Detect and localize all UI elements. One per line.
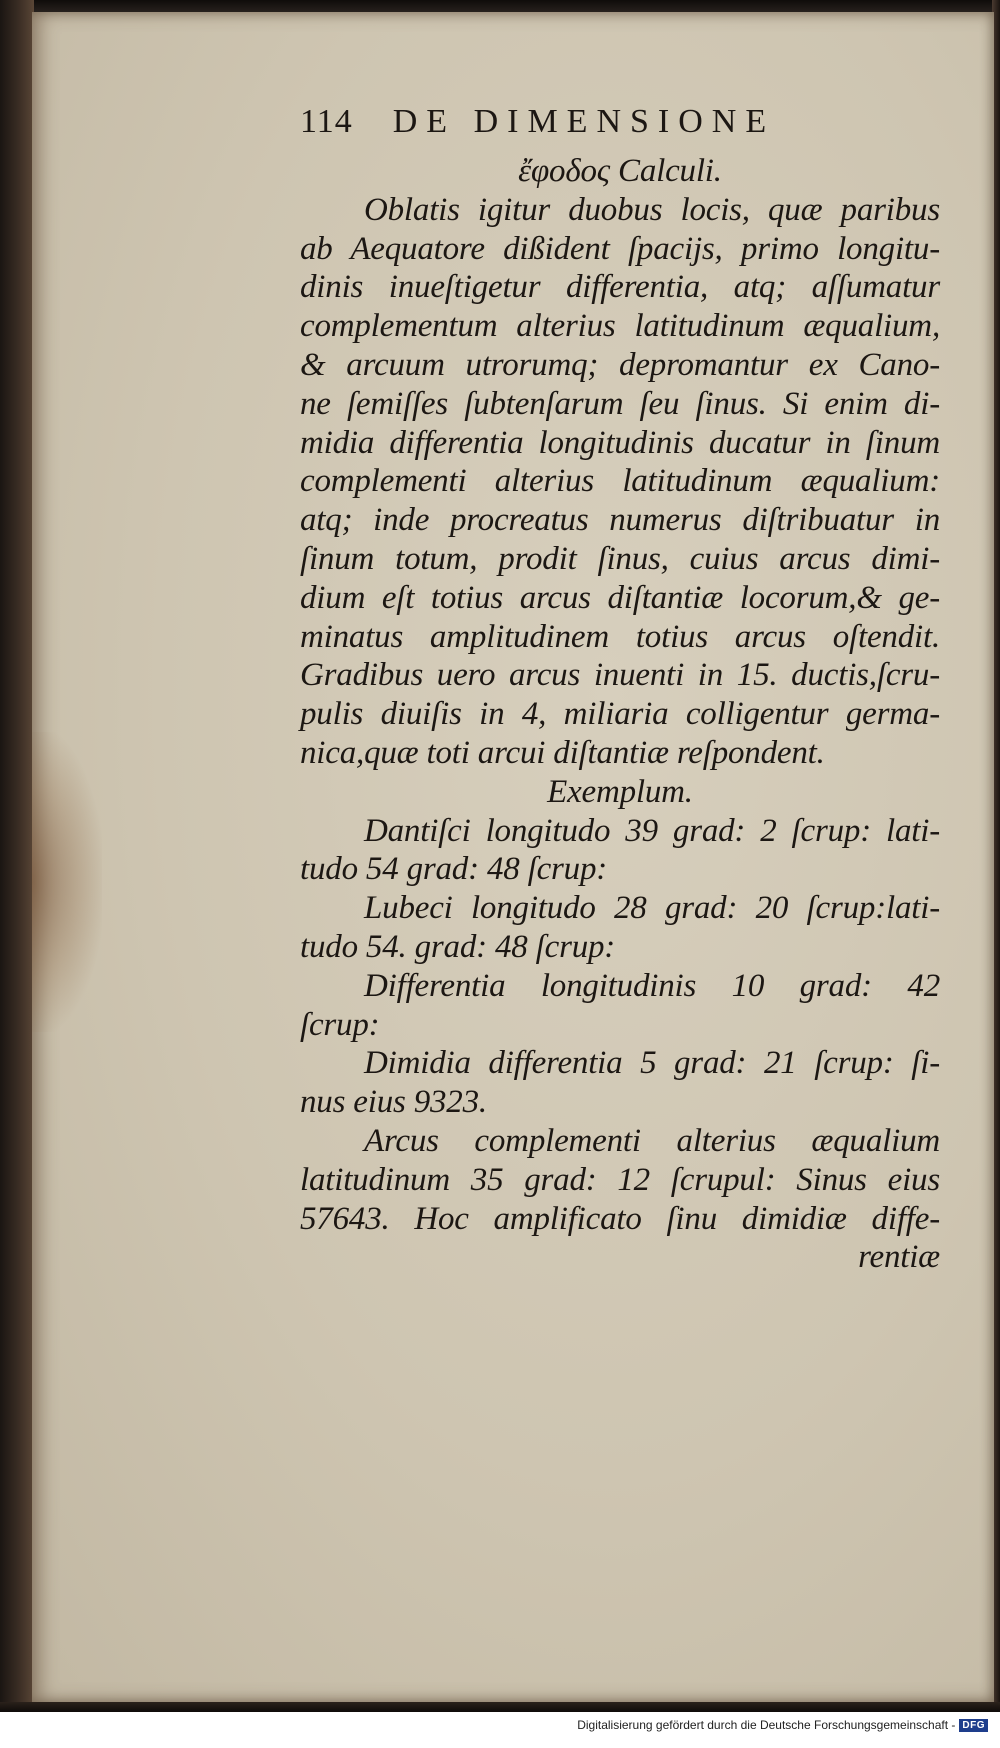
example-line: 57643. Hoc amplificato ſinu dimidiæ diffe-	[300, 1200, 940, 1237]
digitization-credit	[577, 1718, 988, 1732]
paragraph-line: ab Aequatore dißident ſpacijs, primo longitu-	[300, 230, 940, 267]
example-line: Arcus complementi alterius æqualium	[364, 1122, 940, 1159]
paragraph-line: Gradibus uero arcus inuenti in 15. ductis,ſcru-	[300, 657, 940, 694]
paragraph-line: midia differentia longitudinis ducatur in ſinum	[300, 424, 940, 461]
running-head	[300, 100, 940, 144]
running-title: DE DIMENSIONE	[392, 103, 776, 140]
paragraph-line: atq; inde procreatus numerus diſtribuatur in	[300, 502, 940, 539]
paragraph-line: nica,quæ toti arcui diſtantiæ reſpondent.	[300, 734, 825, 771]
bottom-book-edge	[0, 1702, 1000, 1712]
example-line: Dimidia differentia 5 grad: 21 ſcrup: ſi-	[364, 1045, 940, 1082]
example-line: tudo 54. grad: 48 ſcrup:	[300, 928, 616, 965]
example-line: Differentia longitudinis 10 grad: 42	[364, 967, 940, 1004]
example-line: Lubeci longitudo 28 grad: 20 ſcrup:lati-	[364, 890, 940, 927]
example-block	[300, 812, 940, 1278]
page-number: 114	[300, 103, 353, 140]
example-line: Dantiſci longitudo 39 grad: 2 ſcrup: lati-	[364, 812, 940, 849]
water-stain	[32, 732, 102, 1032]
example-line: latitudinum 35 grad: 12 ſcrupul: Sinus eius	[300, 1161, 940, 1198]
left-binding-edge	[0, 0, 34, 1748]
catchword: rentiæ	[858, 1239, 940, 1276]
paragraph-line: complementum alterius latitudinum æqualium,	[300, 308, 940, 345]
paragraph-line: ne ſemiſſes ſubtenſarum ſeu ſinus. Si enim di-	[300, 385, 940, 422]
credit-text: Digitalisierung gefördert durch die Deutsche Forschungsgemeinschaft -	[577, 1718, 956, 1732]
example-line: tudo 54 grad: 48 ſcrup:	[300, 851, 608, 888]
example-heading: Exemplum.	[547, 773, 693, 810]
paragraph-line: dium eſt totius arcus diſtantiæ locorum,& ge-	[300, 579, 940, 616]
paragraph-line: pulis diuiſis in 4, miliaria colligentur germa-	[300, 696, 940, 733]
example-line: nus eius 9323.	[300, 1084, 487, 1121]
section-title: ἔφοδος Calculi.	[518, 153, 722, 189]
main-paragraph	[300, 191, 940, 773]
paragraph-line: complementi alterius latitudinum æqualium:	[300, 463, 940, 500]
dfg-logo-icon: DFG	[959, 1719, 988, 1732]
paragraph-line: dinis inueſtigetur differentia, atq; aſſumatur	[300, 269, 940, 306]
page-text	[300, 100, 940, 1277]
paragraph-line: & arcuum utrorumq; depromantur ex Cano-	[300, 346, 940, 383]
paragraph-line: ſinum totum, prodit ſinus, cuius arcus dimi-	[300, 540, 940, 577]
example-line: ſcrup:	[300, 1006, 380, 1043]
paragraph-line: Oblatis igitur duobus locis, quæ paribus	[364, 191, 940, 228]
paragraph-line: minatus amplitudinem totius arcus oſtendit.	[300, 618, 940, 655]
